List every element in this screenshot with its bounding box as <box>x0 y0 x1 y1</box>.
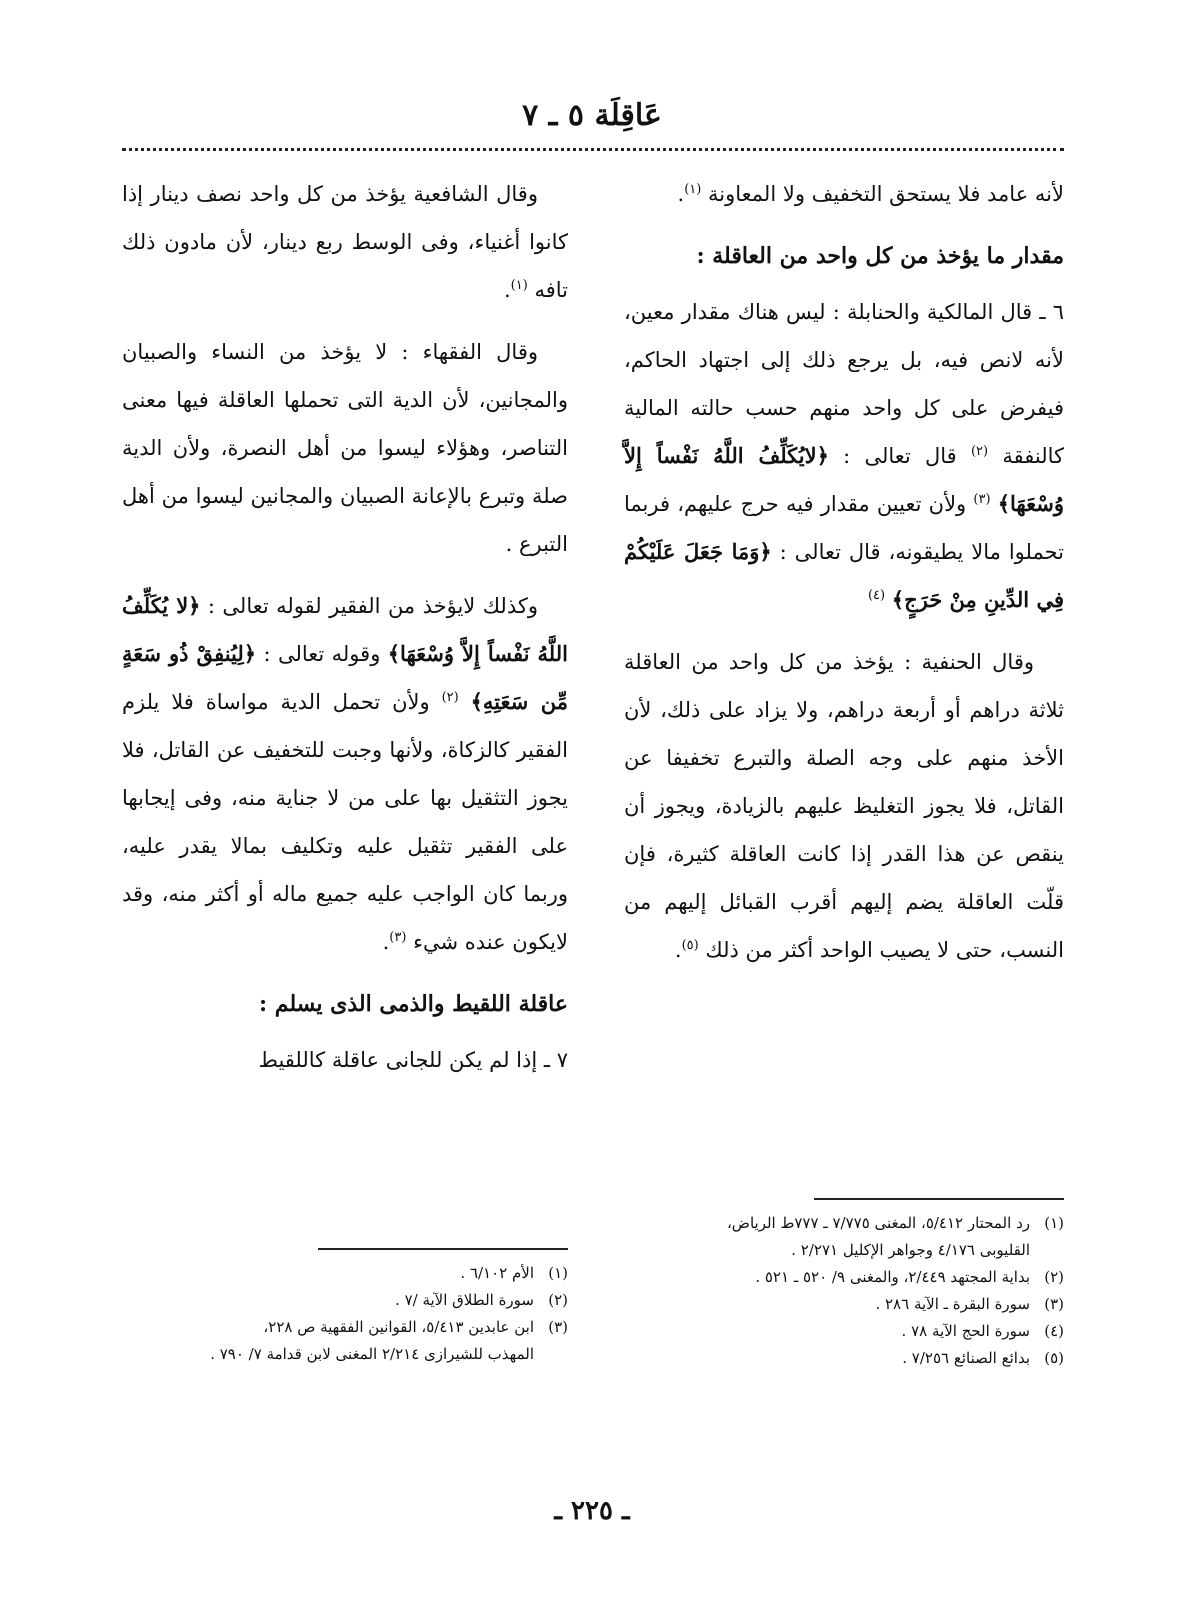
footnote-ref: (١) <box>684 182 702 197</box>
footnotes-right <box>624 1198 1064 1372</box>
quran-quote: ﴿لِيُنفِقْ ذُو سَعَةٍ مِّن سَعَتِهِ﴾ <box>122 641 568 714</box>
footnote-item: (٢)بداية المجتهد ٢/٤٤٩، والمغنى ٩/ ٥٢٠ ـ ٥٢١ . <box>755 1268 1064 1286</box>
quran-quote: ﴿لايُكَلِّفُ اللَّهُ نَفْساً إِلاَّ وُسْعَهَا﴾ <box>624 443 1064 516</box>
footnote-ref: (٤) <box>867 588 886 603</box>
footnote-rule <box>814 1198 1064 1200</box>
header-dotted-rule <box>122 148 1064 151</box>
footnote-item: (١)رد المحتار ٥/٤١٢، المغنى ٧/٧٧٥ ـ ٧٧٧ط الرياض، <box>726 1214 1064 1232</box>
footnote-item: (٥)بدائع الصنائع ٧/٢٥٦ . <box>902 1349 1064 1367</box>
footnote-item: (١)الأم ٦/١٠٢ . <box>460 1264 568 1282</box>
footnote-ref: (٢) <box>441 690 459 705</box>
page-number: ـ ٢٢٥ ـ <box>554 1496 630 1526</box>
left-column <box>122 170 568 1098</box>
footnotes-left <box>122 1248 568 1368</box>
paragraph: وكذلك لايؤخذ من الفقير لقوله تعالى : ﴿لا يُكَلِّفُ اللَّهُ نَفْساً إِلاَّ وُسْعَهَا﴾ وقوله تعالى : ﴿لِيُنفِقْ ذُو سَعَةٍ مِّن سَعَتِهِ﴾ $^{(٢)}$ ولأن تحمل الدية مواساة فلا يلزم الفقير كالزكاة، ولأنها وجبت للتخفيف عن القاتل، فلا يجوز التثقيل بها على من لا جناية منه، وفى إيجابها على الفقير تثقيل عليه وتكليف بمالا يقدر عليه، وربما كان الواجب عليه جميع ماله أو أكثر منه، وقد لايكون عنده شيء $^{(٣)}$. <box>122 593 568 954</box>
paragraph: ٦ ـ قال المالكية والحنابلة : ليس هناك مقدار معين، لأنه لانص فيه، بل يرجع ذلك إلى اجتهاد الحاكم، فيفرض على كل واحد منهم حسب حالته المالية كالنفقة $^{(٢)}$ قال تعالى : ﴿لايُكَلِّفُ اللَّهُ نَفْساً إِلاَّ وُسْعَهَا﴾ $^{(٣)}$ ولأن تعيين مقدار فيه حرج عليهم، فربما تحملوا مالا يطيقونه، قال تعالى : ﴿وَمَا جَعَلَ عَلَيْكُمْ فِي الدِّينِ مِنْ حَرَجٍ﴾ $^{(٤)}$ <box>624 300 1065 612</box>
paragraph: ٧ ـ إذا لم يكن للجانى عاقلة كاللقيط <box>258 1048 568 1072</box>
quran-quote: ﴿وَمَا جَعَلَ عَلَيْكُمْ فِي الدِّينِ مِنْ حَرَجٍ﴾ <box>624 539 1064 612</box>
paragraph: لأنه عامد فلا يستحق التخفيف ولا المعاونة $^{(١)}$. <box>677 182 1064 206</box>
footnote-ref: (٣) <box>973 492 991 507</box>
section-heading: مقدار ما يؤخذ من كل واحد من العاقلة : <box>696 243 1064 269</box>
footnote-item: (٣)ابن عابدين ٥/٤١٣، القوانين الفقهية ص ٢٢٨، <box>263 1318 568 1336</box>
footnote-ref: (٥) <box>681 938 699 953</box>
footnote-item: المهذب للشيرازى ٢/٢١٤ المغنى لابن قدامة ٧/ ٧٩٠ . <box>210 1345 534 1363</box>
paragraph: وقال الفقهاء : لا يؤخذ من النساء والصبيان والمجانين، لأن الدية التى تحملها العاقلة فيها معنى التناصر، وهؤلاء ليسوا من أهل النصرة، ولأن الدية صلة وتبرع بالإعانة الصبيان والمجانين ليسوا من أهل التبرع . <box>122 340 568 556</box>
quran-quote: ﴿لا يُكَلِّفُ اللَّهُ نَفْساً إِلاَّ وُسْعَهَا﴾ <box>122 593 568 666</box>
footnote-rule <box>318 1248 568 1250</box>
footnote-item: (٤)سورة الحج الآية ٧٨ . <box>901 1322 1064 1340</box>
running-header: عَاقِلَة ٥ ـ ٧ <box>522 98 662 133</box>
footnote-item: القليوبى ٤/١٧٦ وجواهر الإكليل ٢/٢٧١ . <box>791 1241 1030 1259</box>
section-heading: عاقلة اللقيط والذمى الذى يسلم : <box>259 991 568 1017</box>
footnote-ref: (٢) <box>970 444 989 459</box>
right-column <box>624 170 1064 988</box>
footnote-ref: (١) <box>510 278 528 293</box>
paragraph: وقال الحنفية : يؤخذ من كل واحد من العاقلة ثلاثة دراهم أو أربعة دراهم، ولا يزاد على ذلك، لأن الأخذ منهم على وجه الصلة والتبرع تخفيفا عن القاتل، فلا يجوز التغليظ عليهم بالزيادة، ويجوز أن ينقص عن هذا القدر إذا كانت العاقلة كثيرة، فإن قلّت العاقلة يضم إليهم أقرب القبائل إليهم من النسب، حتى لا يصيب الواحد أكثر من ذلك $^{(٥)}$. <box>624 650 1064 962</box>
paragraph: وقال الشافعية يؤخذ من كل واحد نصف دينار إذا كانوا أغنياء، وفى الوسط ربع دينار، لأن مادون ذلك تافه $^{(١)}$. <box>122 182 568 302</box>
footnote-ref: (٣) <box>389 930 407 945</box>
footnote-item: (٢)سورة الطلاق الآية /٧ . <box>395 1291 568 1309</box>
footnote-item: (٣)سورة البقرة ـ الآية ٢٨٦ . <box>875 1295 1064 1313</box>
